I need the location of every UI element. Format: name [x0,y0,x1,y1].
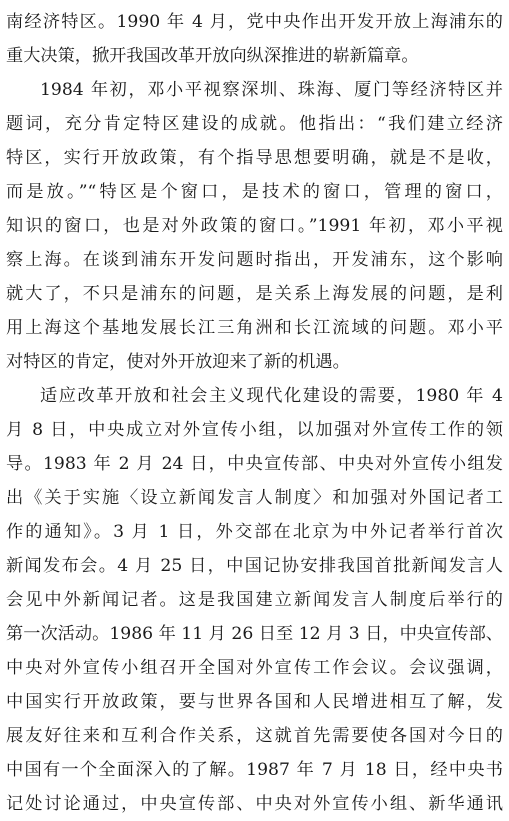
text-line: 对特区的肯定，使对外开放迎来了新的机遇。 [6,352,350,372]
paragraph [6,379,503,821]
text-line: 中国有一个全面深入的了解。1987 年 7 月 18 日，经中央书 [6,760,503,780]
text-line: 题词，充分肯定特区建设的成就。他指出：“我们建立经济 [6,114,503,134]
paragraph [6,73,503,379]
text-line: 1984 年初，邓小平视察深圳、珠海、厦门等经济特区并 [40,80,503,100]
text-line: 出《关于实施〈设立新闻发言人制度〉和加强对外国记者工 [6,488,503,508]
text-line: 会见中外新闻记者。这是我国建立新闻发言人制度后举行的 [6,590,503,610]
text-line: 特区，实行开放政策，有个指导思想要明确，就是不是收， [6,148,503,168]
text-line: 适应改革开放和社会主义现代化建设的需要，1980 年 4 [40,386,503,406]
text-line: 导。1983 年 2 月 24 日，中央宣传部、中央对外宣传小组发 [6,454,503,474]
text-line: 中国实行开放政策，要与世界各国和人民增进相互了解，发 [6,692,503,712]
text-line: 南经济特区。1990 年 4 月，党中央作出开发开放上海浦东的 [6,12,503,32]
text-line: 就大了，不只是浦东的问题，是关系上海发展的问题，是利 [6,284,503,304]
text-line: 用上海这个基地发展长江三角洲和长江流域的问题。邓小平 [6,318,503,338]
paragraph [6,5,503,73]
text-line: 察上海。在谈到浦东开发问题时指出，开发浦东，这个影响 [6,250,503,270]
text-line: 展友好往来和互利合作关系，这就首先需要使各国对今日的 [6,726,503,746]
document-page [6,5,503,821]
text-line: 记处讨论通过，中央宣传部、中央对外宣传小组、新华通讯 [6,794,503,814]
text-line: 第一次活动。1986 年 11 月 26 日至 12 月 3 日，中央宣传部、 [6,624,503,644]
text-line: 重大决策，掀开我国改革开放向纵深推进的崭新篇章。 [6,46,419,66]
text-line: 新闻发布会。4 月 25 日，中国记协安排我国首批新闻发言人 [6,556,503,576]
text-line: 月 8 日，中央成立对外宣传小组，以加强对外宣传工作的领 [6,420,503,440]
text-line: 知识的窗口，也是对外政策的窗口。”1991 年初，邓小平视 [6,216,503,236]
text-line: 中央对外宣传小组召开全国对外宣传工作会议。会议强调， [6,658,503,678]
text-line: 而是放。”“特区是个窗口，是技术的窗口，管理的窗口， [6,182,503,202]
text-line: 作的通知》。3 月 1 日，外交部在北京为中外记者举行首次 [6,522,503,542]
